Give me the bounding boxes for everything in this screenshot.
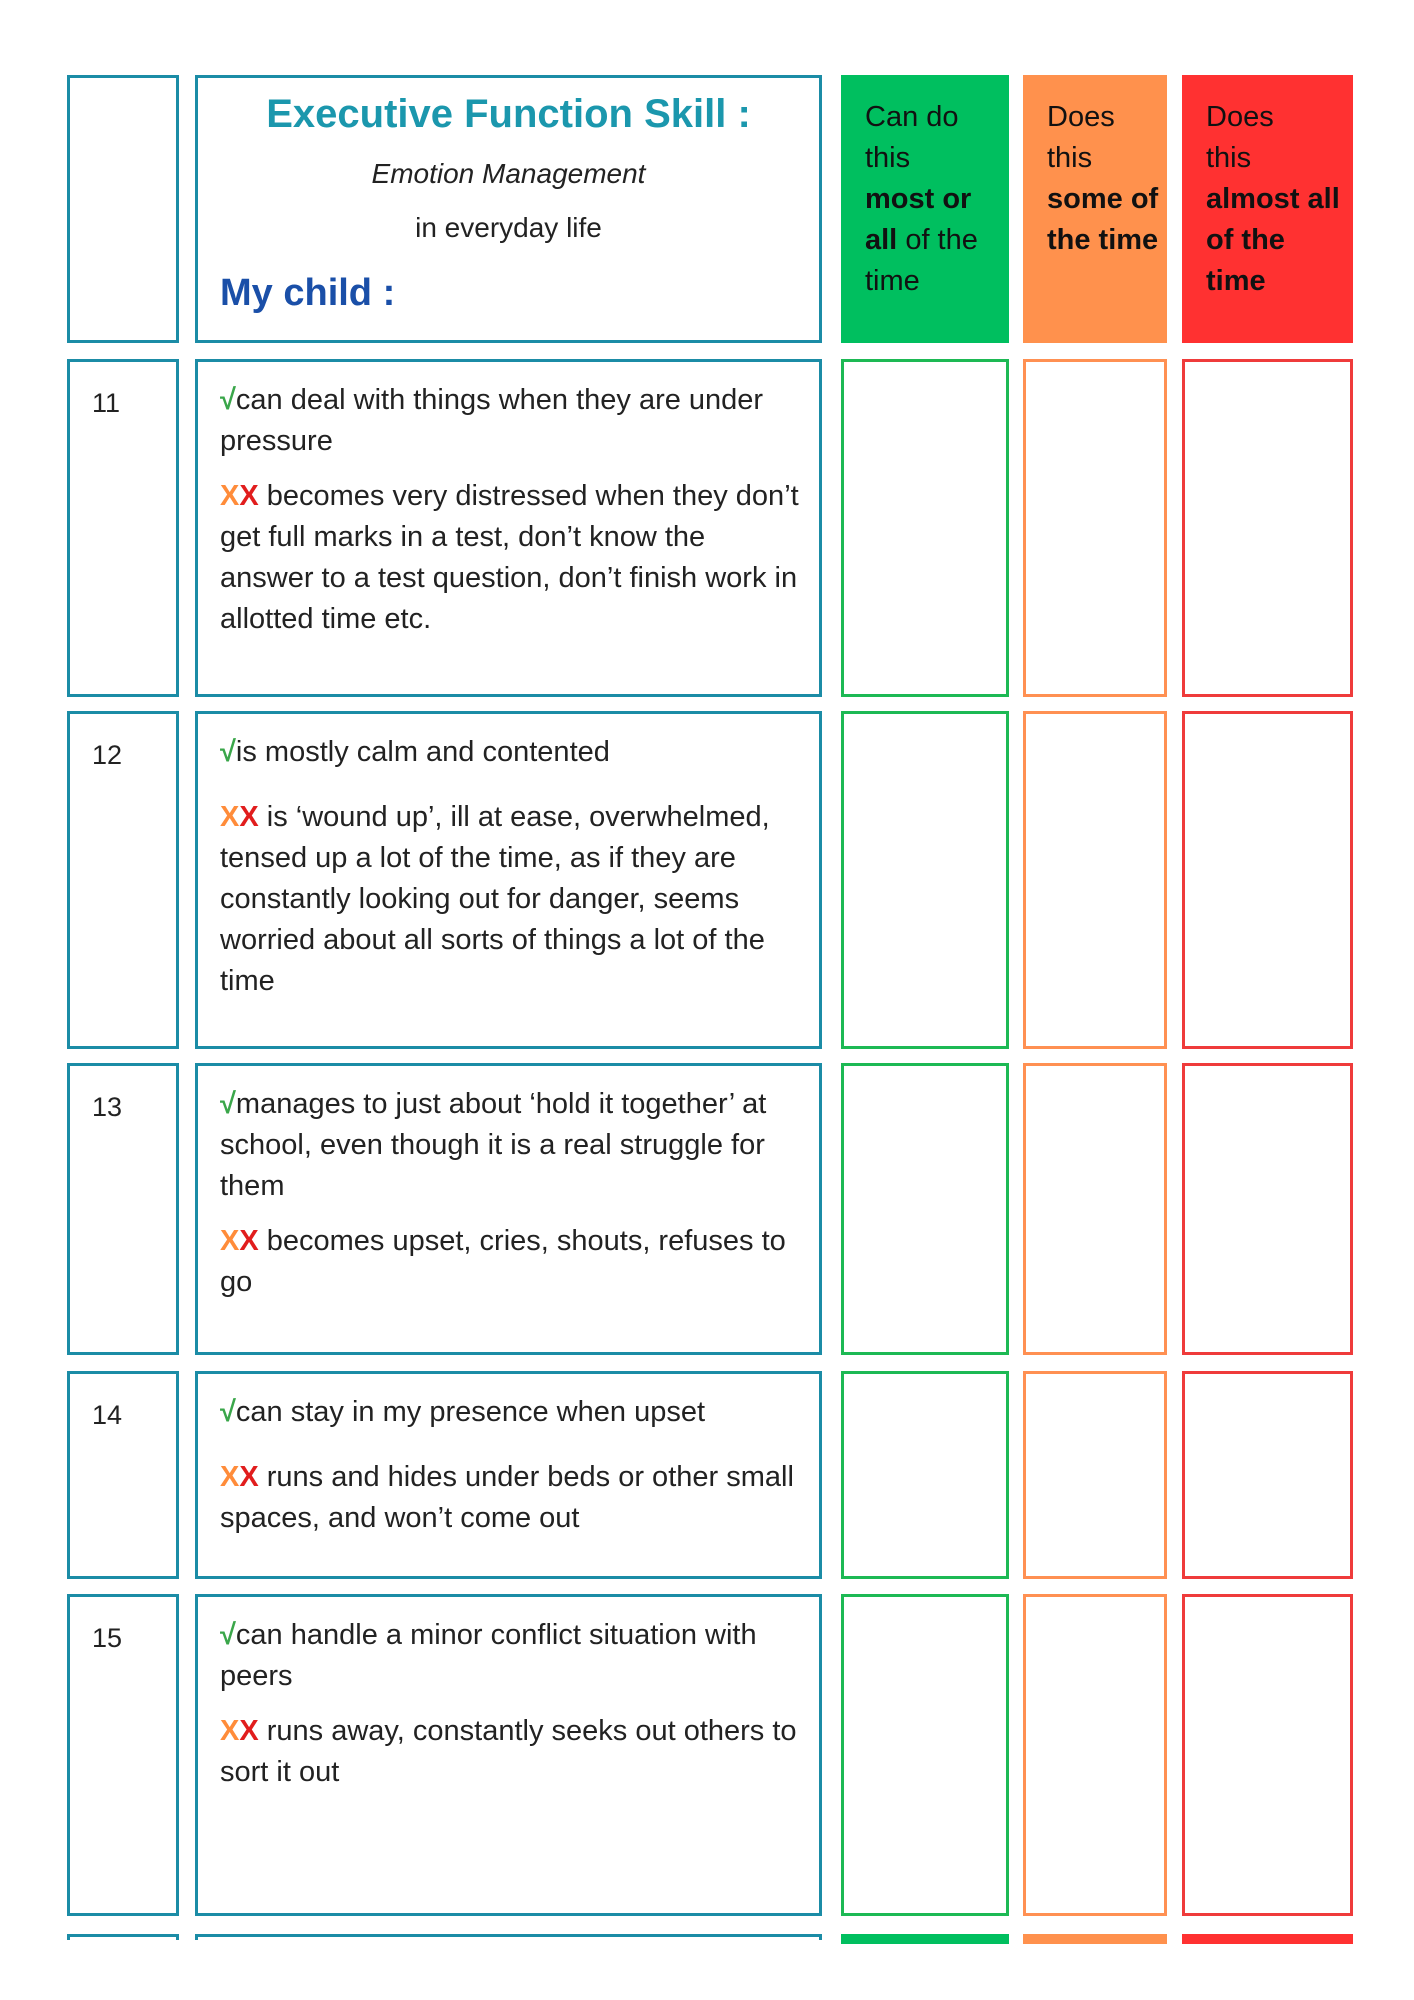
rating-header-almost-all-line1: Does <box>1206 101 1274 133</box>
x-orange-icon: X <box>220 1461 240 1493</box>
check-icon: √ <box>220 384 236 416</box>
rating-checkbox-some[interactable] <box>1023 711 1167 1049</box>
rating-header-most <box>841 75 1009 343</box>
rating-header-some-line2: this <box>1047 142 1093 174</box>
next-rating-header-almost-all <box>1182 1934 1353 1944</box>
positive-text: is mostly calm and contented <box>235 736 610 768</box>
x-red-icon: X <box>239 801 259 833</box>
rating-header-most-line1: Can do <box>865 101 959 133</box>
rating-checkbox-almost-all[interactable] <box>1182 1063 1353 1355</box>
row-description-cell <box>195 1371 822 1579</box>
check-icon: √ <box>220 736 236 768</box>
next-row-number-cell <box>67 1934 179 1940</box>
skill-context: in everyday life <box>415 212 602 243</box>
negative-text: runs away, constantly seeks out others to sort it out <box>220 1715 797 1788</box>
check-icon: √ <box>220 1396 236 1428</box>
check-icon: √ <box>220 1088 236 1120</box>
positive-text: can stay in my presence when upset <box>235 1396 706 1428</box>
next-rating-header-some <box>1023 1934 1167 1944</box>
rating-checkbox-some[interactable] <box>1023 359 1167 697</box>
positive-statement <box>220 1084 799 1207</box>
skill-name: Emotion Management <box>371 158 646 189</box>
x-red-icon: X <box>239 1461 259 1493</box>
row-description-cell <box>195 711 822 1049</box>
positive-text: can deal with things when they are under pressure <box>220 384 764 457</box>
positive-statement <box>220 732 799 773</box>
rating-header-most-rest: of the time <box>865 224 978 297</box>
negative-text: becomes very distressed when they don’t get full marks in a test, don’t know the answer to a test question, don’t finish work in allotted time etc. <box>220 480 799 635</box>
negative-statement <box>220 797 799 1002</box>
rating-checkbox-most[interactable] <box>841 1371 1009 1579</box>
rating-checkbox-some[interactable] <box>1023 1371 1167 1579</box>
row-description-cell <box>195 1063 822 1355</box>
row-number: 14 <box>92 1400 123 1430</box>
negative-statement <box>220 1711 799 1793</box>
positive-statement <box>220 1615 799 1697</box>
negative-statement <box>220 1221 799 1303</box>
next-rating-header-most <box>841 1934 1009 1944</box>
x-orange-icon: X <box>220 1715 240 1747</box>
header-title-cell <box>195 75 822 343</box>
row-description-cell <box>195 1594 822 1916</box>
rating-checkbox-almost-all[interactable] <box>1182 359 1353 697</box>
x-red-icon: X <box>239 1715 259 1747</box>
negative-text: runs and hides under beds or other small spaces, and won’t come out <box>220 1461 794 1534</box>
negative-statement <box>220 476 799 640</box>
row-number-cell <box>67 1594 179 1916</box>
rating-header-some-line1: Does <box>1047 101 1115 133</box>
positive-text: can handle a minor conflict situation with peers <box>220 1619 757 1692</box>
negative-text: becomes upset, cries, shouts, refuses to go <box>220 1225 786 1298</box>
x-orange-icon: X <box>220 1225 240 1257</box>
x-orange-icon: X <box>220 801 240 833</box>
rating-checkbox-some[interactable] <box>1023 1063 1167 1355</box>
positive-statement <box>220 380 799 462</box>
rating-checkbox-almost-all[interactable] <box>1182 1371 1353 1579</box>
rating-checkbox-most[interactable] <box>841 711 1009 1049</box>
row-number: 11 <box>92 388 121 418</box>
x-red-icon: X <box>239 480 259 512</box>
rating-checkbox-most[interactable] <box>841 359 1009 697</box>
rating-checkbox-most[interactable] <box>841 1594 1009 1916</box>
row-number-cell <box>67 359 179 697</box>
rating-checkbox-almost-all[interactable] <box>1182 1594 1353 1916</box>
positive-text: manages to just about ‘hold it together’ at school, even though it is a real struggle for them <box>220 1088 767 1202</box>
negative-text: is ‘wound up’, ill at ease, overwhelmed, tensed up a lot of the time, as if they are constantly looking out for danger, seems worried about all sorts of things a lot of the time <box>220 801 770 997</box>
rating-header-some <box>1023 75 1167 343</box>
check-icon: √ <box>220 1619 236 1651</box>
child-label: My child : <box>220 272 396 314</box>
rating-checkbox-most[interactable] <box>841 1063 1009 1355</box>
row-number-cell <box>67 711 179 1049</box>
rating-header-most-bold: most or all <box>865 183 972 256</box>
positive-statement <box>220 1392 799 1433</box>
row-number-cell <box>67 1063 179 1355</box>
rating-header-almost-all-bold: almost all of the time <box>1206 183 1340 297</box>
next-row-description-cell <box>195 1934 822 1940</box>
rating-header-some-bold: some of the time <box>1047 183 1159 256</box>
row-number: 13 <box>92 1092 123 1122</box>
header-number-cell <box>67 75 179 343</box>
row-number: 15 <box>92 1623 123 1653</box>
rating-header-almost-all-line2: this <box>1206 142 1252 174</box>
row-number: 12 <box>92 740 123 770</box>
x-orange-icon: X <box>220 480 240 512</box>
rating-header-most-line2: this <box>865 142 911 174</box>
rating-checkbox-almost-all[interactable] <box>1182 711 1353 1049</box>
negative-statement <box>220 1457 799 1539</box>
row-number-cell <box>67 1371 179 1579</box>
rating-header-almost-all <box>1182 75 1353 343</box>
page-title: Executive Function Skill : <box>266 92 751 136</box>
rating-checkbox-some[interactable] <box>1023 1594 1167 1916</box>
row-description-cell <box>195 359 822 697</box>
x-red-icon: X <box>239 1225 259 1257</box>
